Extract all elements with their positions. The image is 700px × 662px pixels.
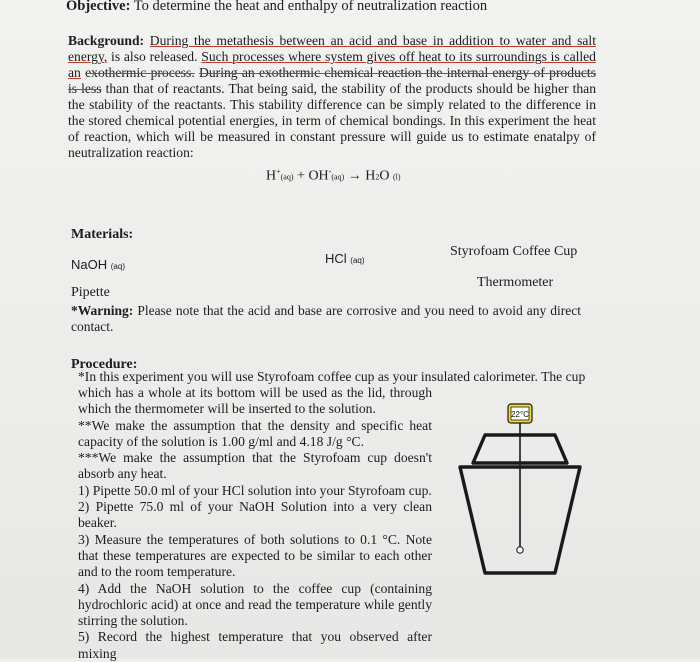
background-highlight-2: Such processes where system gives off heat to its surroundings is called an [68,49,596,80]
material-cup: Styrofoam Coffee Cup [450,244,578,259]
procedure-step-5: 5) Record the highest temperature that you observed after mixing [78,629,432,661]
background-text-1: is also released. [111,49,198,64]
procedure-intro-line: *In this experiment you will use Styrofoam coffee cup as your insulated calorimeter. The cup [78,369,586,384]
background-label: Background: [68,33,145,48]
neutralization-equation: H+(aq) + OH-(aq) → H2O (l) [266,167,401,184]
procedure-step-3: 3) Measure the temperatures of both solutions to 0.1 °C. Note that these temperatures are expected to be similar to each other and to the room temperature. [78,531,432,580]
material-pipette: Pipette [71,285,110,300]
procedure-step-4: 4) Add the NaOH solution to the coffee cup (containing hydrochloric acid) at once and read the temperature while gently stirring the solution. [78,580,432,629]
material-thermometer: Thermometer [477,275,554,290]
procedure-step-2: 2) Pipette 75.0 ml of your NaOH Solution into a very clean beaker. [78,499,432,531]
procedure-heading: Procedure: [71,357,138,372]
materials-heading: Materials: [71,227,134,242]
background-highlight-1: During the metathesis between an acid and base in addition to water and salt energy [68,33,596,64]
thermometer-reading: 22°C [511,410,529,419]
background-strike-sentence: During an exothermic chemical reaction the internal energy of products is less [68,65,596,96]
warning-label: *Warning: [71,303,134,318]
procedure-assumption-2: ***We make the assumption that the Styrofoam cup doesn't absorb any heat. [78,450,432,482]
objective-line [66,0,487,14]
background-text-rest: than that of reactants. That being said, the stability of the products should be higher than the stability of the reactants. This stability difference can be simply related to the difference in the stored chemical potential energies, in term of chemical bondings. In this experiment the heat of reaction, which will be measured in constant pressure will guide us to estimate enatalpy of neutralization reaction: [68,81,596,160]
procedure-step-1: 1) Pipette 50.0 ml of your HCl solution into your Styrofoam cup. [78,482,432,498]
warning-text: Please note that the acid and base are corrosive and you need to avoid any direct contact. [71,303,581,334]
reaction-arrow: → [347,168,362,184]
warning-paragraph [71,303,581,335]
objective-label: Objective: [66,0,131,14]
objective-text: To determine the heat and enthalpy of neutralization reaction [133,0,488,14]
procedure-assumption-1: **We make the assumption that the density and specific heat capacity of the solution is 1.00 g/ml and 4.18 J/g °C. [78,417,432,449]
procedure-intro: which has a whole at its bottom will be used as the lid, through which the thermometer will be inserted to the solution. [78,385,432,417]
background-paragraph: Background: During the metathesis between an acid and base in addition to water and salt energy, is also released. Such processes where system gives off heat to its surroundings is called an exothermic process. During an exothermic chemical reaction the internal energy of products is less than that of reactants. That being said, the stability of the products should be higher than the stability of the reactants. This stability difference can be simply related to the difference in the stored chemical potential energies, in term of chemical bondings. In this experiment the heat of reaction, which will be measured in constant pressure will guide us to estimate enatalpy of neutralization reaction: [68,33,596,160]
cup-hole [517,547,523,553]
calorimeter-diagram [455,395,595,585]
background-strike-term: exothermic process. [85,65,195,80]
material-hcl: HCl (aq) [325,251,365,266]
procedure-body [78,385,432,662]
material-naoh: NaOH (aq) [71,257,125,272]
